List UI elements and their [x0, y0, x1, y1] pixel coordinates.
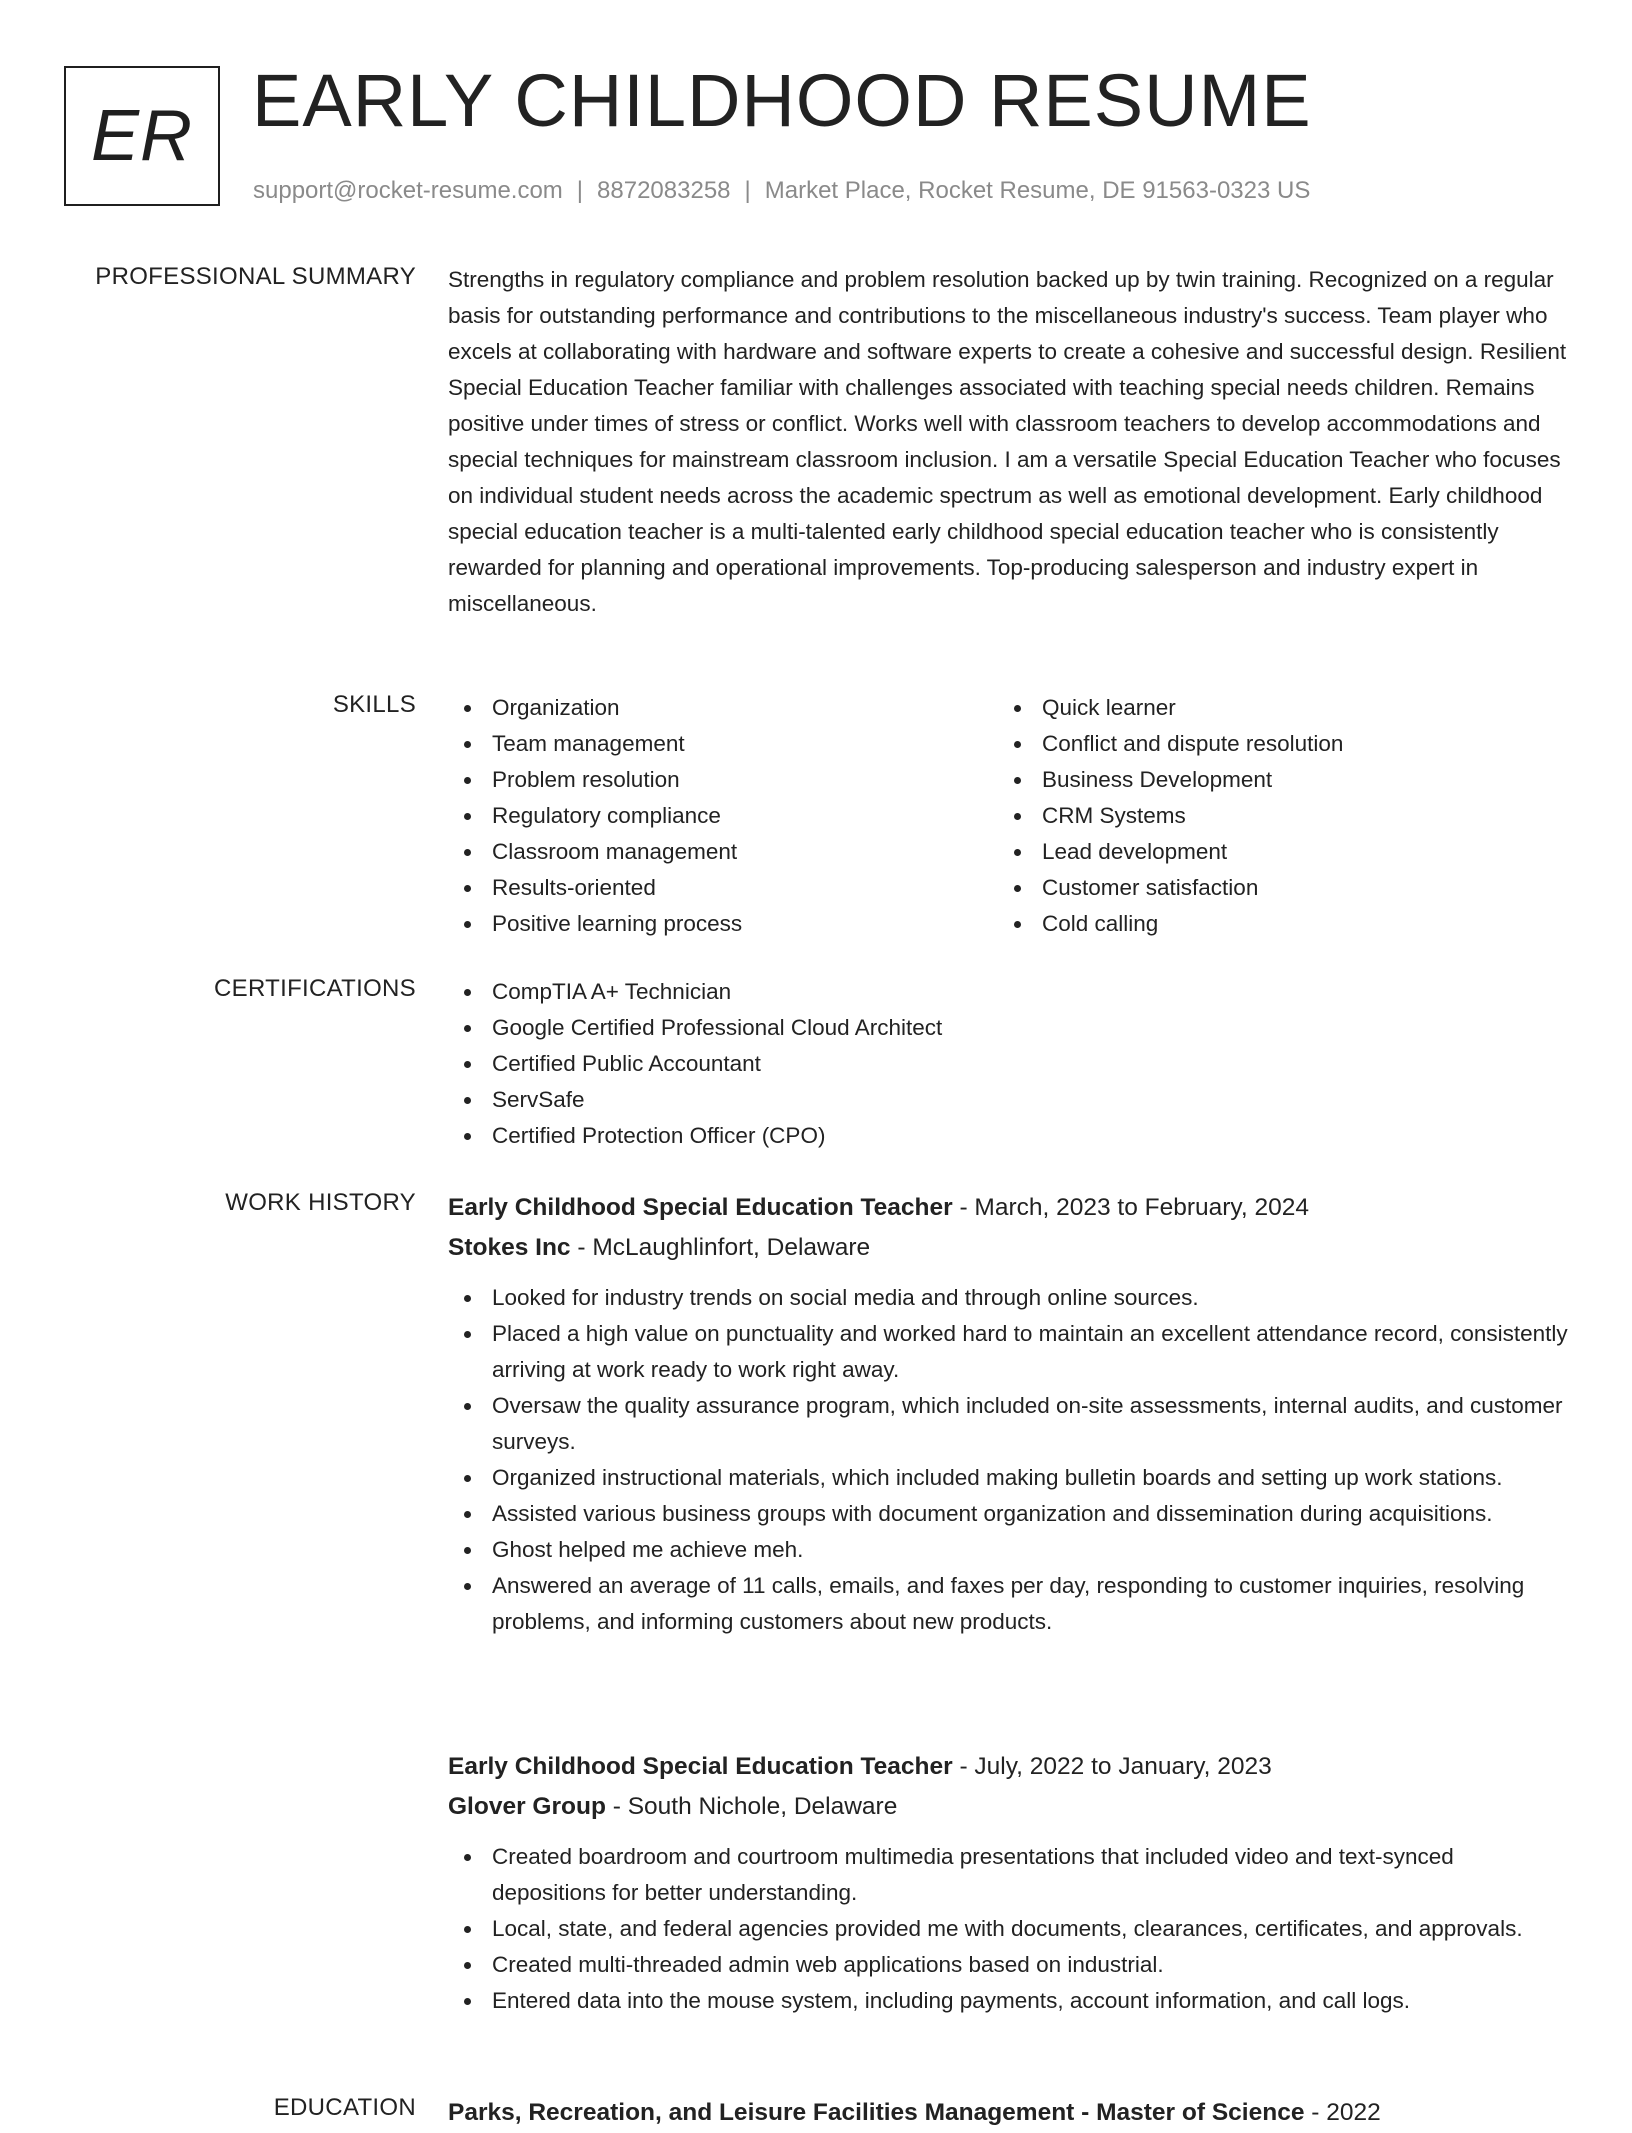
education-line [448, 2093, 1568, 2133]
job-bullets [448, 1280, 1568, 1640]
job-company: Glover Group [448, 1793, 606, 1820]
skill-item: Team management [448, 726, 998, 762]
job-bullet-item: Assisted various business groups with document organization and dissemination during acquisitions. [448, 1496, 1568, 1532]
certification-item: Certified Protection Officer (CPO) [448, 1118, 1568, 1154]
job-bullet-item: Placed a high value on punctuality and worked hard to maintain an excellent attendance record, consistently arriving at work ready to work right away. [448, 1316, 1568, 1388]
skill-item: Organization [448, 690, 998, 726]
skill-item: Results-oriented [448, 870, 998, 906]
education-year: - 2022 [1304, 2099, 1381, 2126]
job-company: Stokes Inc [448, 1234, 571, 1261]
skill-item: Cold calling [998, 906, 1548, 942]
job-bullet-item: Answered an average of 11 calls, emails, and faxes per day, responding to customer inquiries, resolving problems, and informing customers about new products. [448, 1568, 1568, 1640]
skill-item: Lead development [998, 834, 1548, 870]
section-label-work-history: WORK HISTORY [225, 1189, 416, 1216]
skill-item: Classroom management [448, 834, 998, 870]
skill-item: Problem resolution [448, 762, 998, 798]
job-bullet-item: Local, state, and federal agencies provided me with documents, clearances, certificates, and approvals. [448, 1911, 1568, 1947]
education-body [448, 2093, 1568, 2133]
education-degree: Parks, Recreation, and Leisure Facilities Management - Master of Science [448, 2099, 1305, 2126]
contact-email: support@rocket-resume.com [253, 177, 563, 204]
job-company-line [448, 1228, 1568, 1268]
job-entry [448, 1747, 1568, 2019]
skills-list-left [448, 690, 998, 942]
job-entry [448, 1188, 1568, 1640]
skill-item: CRM Systems [998, 798, 1548, 834]
job-title-line [448, 1747, 1568, 1787]
certification-item: Certified Public Accountant [448, 1046, 1568, 1082]
skill-item: Quick learner [998, 690, 1548, 726]
job-bullets [448, 1839, 1568, 2019]
certifications-list [448, 974, 1568, 1154]
section-label-summary: PROFESSIONAL SUMMARY [95, 263, 416, 290]
job-bullet-item: Created boardroom and courtroom multimedia presentations that included video and text-synced depositions for better understanding. [448, 1839, 1568, 1911]
contact-separator: | [744, 177, 751, 204]
monogram-badge [64, 66, 220, 206]
skill-item: Regulatory compliance [448, 798, 998, 834]
skill-item: Business Development [998, 762, 1548, 798]
resume-title: EARLY CHILDHOOD RESUME [252, 59, 1312, 142]
job-dates: - July, 2022 to January, 2023 [952, 1753, 1272, 1780]
monogram-text: ER [90, 96, 194, 176]
certifications-body [448, 974, 1568, 1154]
skills-body [448, 690, 1568, 942]
certification-item: Google Certified Professional Cloud Architect [448, 1010, 1568, 1046]
contact-address: Market Place, Rocket Resume, DE 91563-0323 US [764, 177, 1311, 204]
job-bullet-item: Organized instructional materials, which included making bulletin boards and setting up work stations. [448, 1460, 1568, 1496]
job-title: Early Childhood Special Education Teacher [448, 1194, 953, 1221]
skill-item: Positive learning process [448, 906, 998, 942]
job-location: - McLaughlinfort, Delaware [570, 1234, 871, 1261]
certification-item: CompTIA A+ Technician [448, 974, 1568, 1010]
summary-text: Strengths in regulatory compliance and problem resolution backed up by twin training. Recognized on a regular basis for outstanding performance and contributions to the miscellaneous industry's success. Team player who excels at collaborating with hardware and software experts to create a cohesive and successful design. Resilient Special Education Teacher familiar with challenges associated with teaching special needs children. Remains positive under times of stress or conflict. Works well with classroom teachers to develop accommodations and special techniques for mainstream classroom inclusion. I am a versatile Special Education Teacher who focuses on individual student needs across the academic spectrum as well as emotional development. Early childhood special education teacher is a multi-talented early childhood special education teacher who is consistently rewarded for planning and operational improvements. Top-producing salesperson and industry expert in miscellaneous. [448, 267, 1567, 616]
section-label-skills: SKILLS [332, 691, 416, 718]
job-location: - South Nichole, Delaware [605, 1793, 898, 1820]
summary-body [448, 262, 1568, 622]
work-history-body [448, 1188, 1568, 1640]
job-dates: - March, 2023 to February, 2024 [952, 1194, 1309, 1221]
contact-phone: 8872083258 [597, 177, 731, 204]
section-label-certifications: CERTIFICATIONS [214, 975, 416, 1002]
skill-item: Customer satisfaction [998, 870, 1548, 906]
job-bullet-item: Entered data into the mouse system, including payments, account information, and call logs. [448, 1983, 1568, 2019]
job-company-line [448, 1787, 1568, 1827]
skills-list-right [998, 690, 1548, 942]
section-label-education: EDUCATION [273, 2094, 416, 2121]
contact-line [253, 176, 1310, 206]
skill-item: Conflict and dispute resolution [998, 726, 1548, 762]
contact-separator: | [576, 177, 584, 204]
job-title-line [448, 1188, 1568, 1228]
job-bullet-item: Ghost helped me achieve meh. [448, 1532, 1568, 1568]
certification-item: ServSafe [448, 1082, 1568, 1118]
job-bullet-item: Looked for industry trends on social media and through online sources. [448, 1280, 1568, 1316]
job-title: Early Childhood Special Education Teacher [448, 1753, 953, 1780]
job-bullet-item: Created multi-threaded admin web applications based on industrial. [448, 1947, 1568, 1983]
job-bullet-item: Oversaw the quality assurance program, which included on-site assessments, internal audits, and customer surveys. [448, 1388, 1568, 1460]
work-history-body-2 [448, 1747, 1568, 2019]
